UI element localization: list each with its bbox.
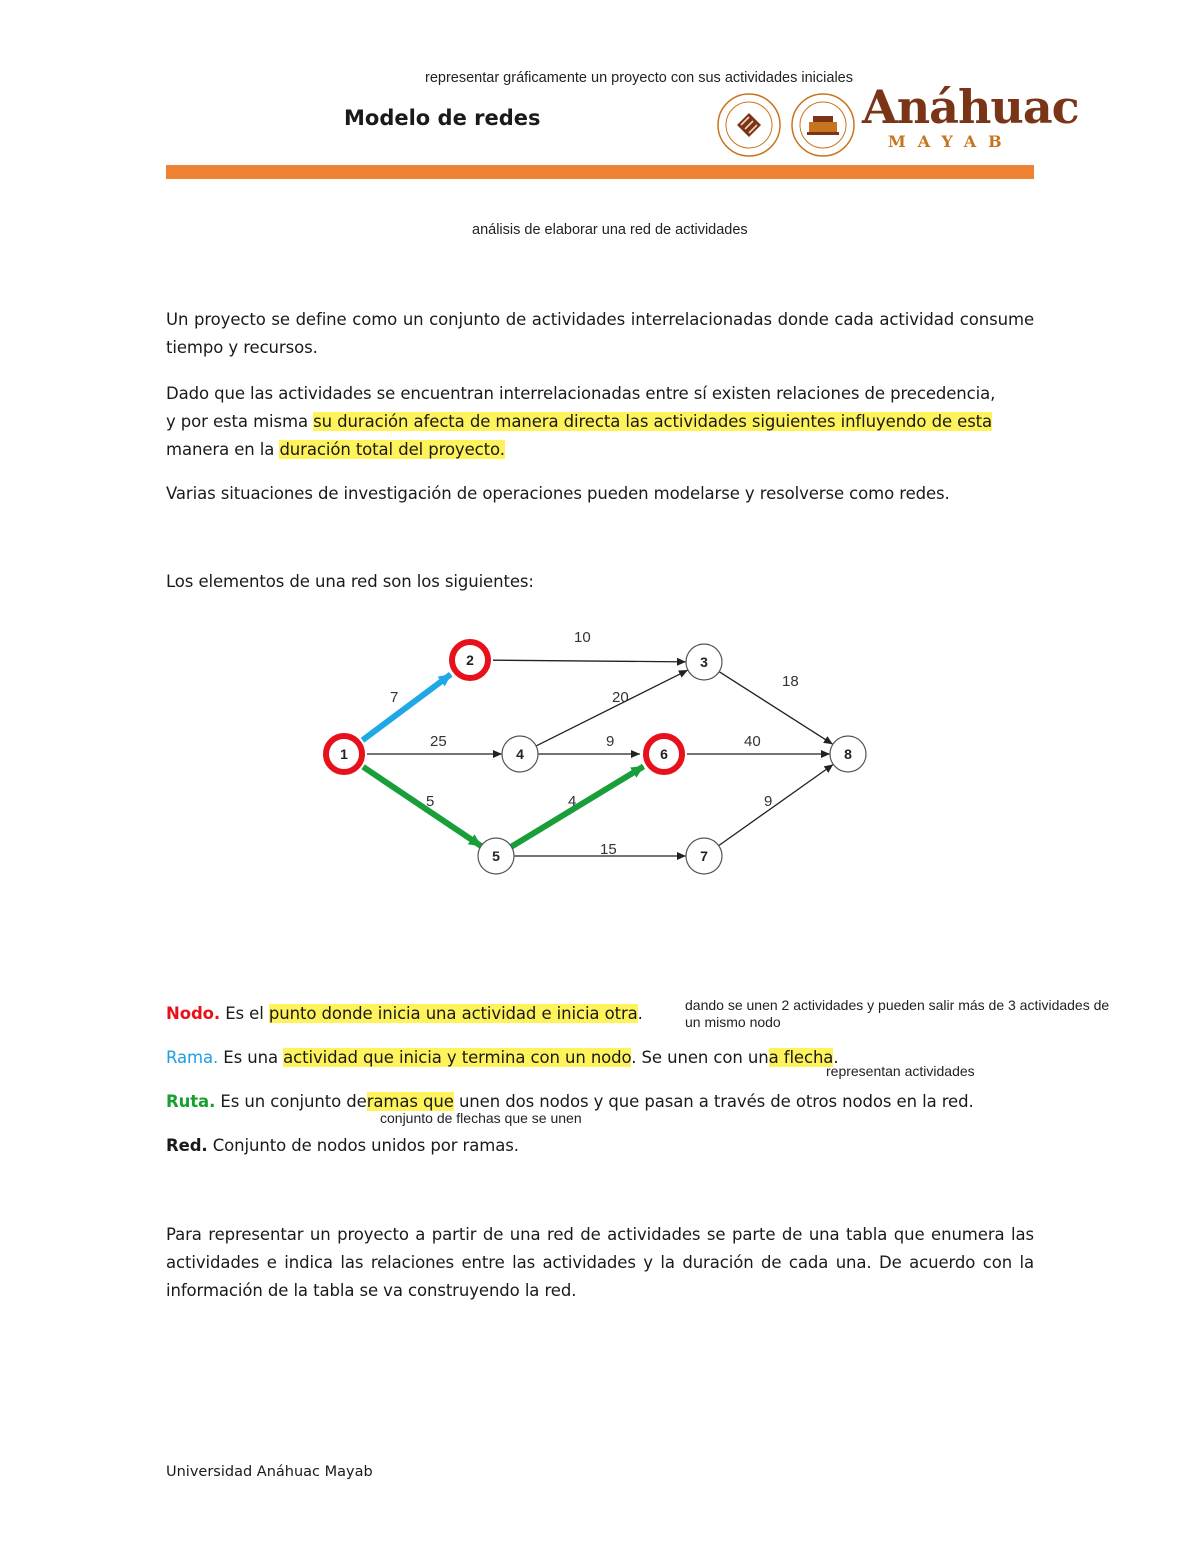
header-note: representar gráficamente un proyecto con sus actividades iniciales bbox=[425, 70, 853, 86]
highlight-ramas: ramas que bbox=[366, 1092, 454, 1111]
node-label: 2 bbox=[466, 652, 474, 668]
definition-ruta bbox=[166, 1088, 1046, 1116]
definition-text: . bbox=[833, 1048, 839, 1067]
edge-weight-label: 9 bbox=[606, 733, 615, 750]
edge-weight-label: 40 bbox=[744, 733, 761, 750]
mayab-logo-text: MAYAB bbox=[888, 132, 1014, 151]
edge-weight-label: 5 bbox=[426, 793, 435, 810]
edge-weight-label: 20 bbox=[612, 689, 629, 706]
network-diagram bbox=[300, 620, 900, 900]
nodo-handnote-line-1: dando se unen 2 actividades y pueden salir más de 3 actividades de bbox=[685, 997, 1110, 1013]
precedence-line-3 bbox=[166, 436, 1046, 464]
node-label: 5 bbox=[492, 848, 500, 864]
highlight-flecha: a flecha bbox=[768, 1048, 834, 1067]
page-footer: Universidad Anáhuac Mayab bbox=[166, 1464, 373, 1480]
definition-text: Es un conjunto de bbox=[215, 1092, 367, 1111]
term-red: Red. bbox=[166, 1136, 208, 1155]
node-5 bbox=[478, 838, 514, 874]
node-label: 6 bbox=[660, 746, 668, 762]
definition-text: . bbox=[637, 1004, 643, 1023]
ruta-handnote: conjunto de flechas que se unen bbox=[380, 1110, 582, 1126]
node-4 bbox=[502, 736, 538, 772]
edge-weight-label: 7 bbox=[390, 689, 399, 706]
node-label: 8 bbox=[844, 746, 852, 762]
precedence-line-1: Dado que las actividades se encuentran interrelacionadas entre sí existen relaciones de precedencia, bbox=[166, 384, 996, 403]
definition-red bbox=[166, 1132, 1046, 1160]
precedence-text: y por esta misma bbox=[166, 412, 314, 431]
edge-2-3 bbox=[493, 660, 686, 662]
edge-weight-label: 4 bbox=[568, 793, 577, 810]
term-nodo: Nodo. bbox=[166, 1004, 221, 1023]
page-title: Modelo de redes bbox=[344, 106, 541, 130]
anahuac-logo: Anáhuac bbox=[862, 80, 1079, 134]
paragraph-closing: Para representar un proyecto a partir de una red de actividades se parte de una tabla que enumera las actividades e indica las relaciones entre las actividades y la duración de cada una. De acuerdo con la información de la tabla se va construyendo la red. bbox=[166, 1225, 1034, 1300]
definition-text: Es una bbox=[218, 1048, 284, 1067]
rama-handnote: representan actividades bbox=[826, 1063, 975, 1079]
paragraph-operations: Varias situaciones de investigación de operaciones pueden modelarse y resolverse como redes. bbox=[166, 484, 950, 503]
node-6 bbox=[646, 736, 682, 772]
edge-3-8 bbox=[719, 672, 833, 745]
highlight-total-duration: duración total del proyecto. bbox=[279, 440, 505, 459]
edge-1-2 bbox=[362, 674, 450, 740]
node-2 bbox=[452, 642, 488, 678]
nodo-handnote-line-2: un mismo nodo bbox=[685, 1014, 781, 1030]
edge-weight-label: 25 bbox=[430, 733, 447, 750]
university-seal-logo bbox=[716, 92, 782, 158]
edge-1-5 bbox=[363, 767, 481, 846]
node-label: 4 bbox=[516, 746, 524, 762]
edge-weight-label: 18 bbox=[782, 673, 799, 690]
definition-text: Conjunto de nodos unidos por ramas. bbox=[207, 1136, 519, 1155]
precedence-text: manera en la bbox=[166, 440, 280, 459]
definition-text: Es el bbox=[220, 1004, 269, 1023]
edge-5-6 bbox=[511, 766, 643, 846]
term-rama: Rama. bbox=[166, 1048, 219, 1067]
paragraph-elements-intro: Los elementos de una red son los siguientes: bbox=[166, 572, 534, 591]
edge-weight-label: 9 bbox=[764, 793, 773, 810]
node-8 bbox=[830, 736, 866, 772]
paragraph-definition: Un proyecto se define como un conjunto de actividades interrelacionadas donde cada actividad consume tiempo y recursos. bbox=[166, 310, 1034, 357]
term-ruta: Ruta. bbox=[166, 1092, 216, 1111]
paragraph-precedence bbox=[166, 380, 1046, 464]
highlight-rama: actividad que inicia y termina con un nodo bbox=[283, 1048, 632, 1067]
highlight-duration-effect: su duración afecta de manera directa las actividades siguientes influyendo de esta bbox=[313, 412, 993, 431]
node-label: 1 bbox=[340, 746, 348, 762]
header-accent-bar bbox=[166, 165, 1034, 179]
definition-text: . Se unen con un bbox=[631, 1048, 769, 1067]
edge-7-8 bbox=[719, 764, 834, 845]
node-label: 3 bbox=[700, 654, 708, 670]
mayab-seal-logo bbox=[790, 92, 856, 158]
node-1 bbox=[326, 736, 362, 772]
subtitle-note: análisis de elaborar una red de actividades bbox=[472, 222, 748, 238]
edge-weight-label: 15 bbox=[600, 841, 617, 858]
highlight-nodo: punto donde inicia una actividad e inicia otra bbox=[268, 1004, 638, 1023]
node-3 bbox=[686, 644, 722, 680]
node-7 bbox=[686, 838, 722, 874]
precedence-line-2 bbox=[166, 408, 1046, 436]
definition-text: unen dos nodos y que pasan a través de otros nodos en la red. bbox=[453, 1092, 974, 1111]
edge-weight-label: 10 bbox=[574, 629, 591, 646]
node-label: 7 bbox=[700, 848, 708, 864]
